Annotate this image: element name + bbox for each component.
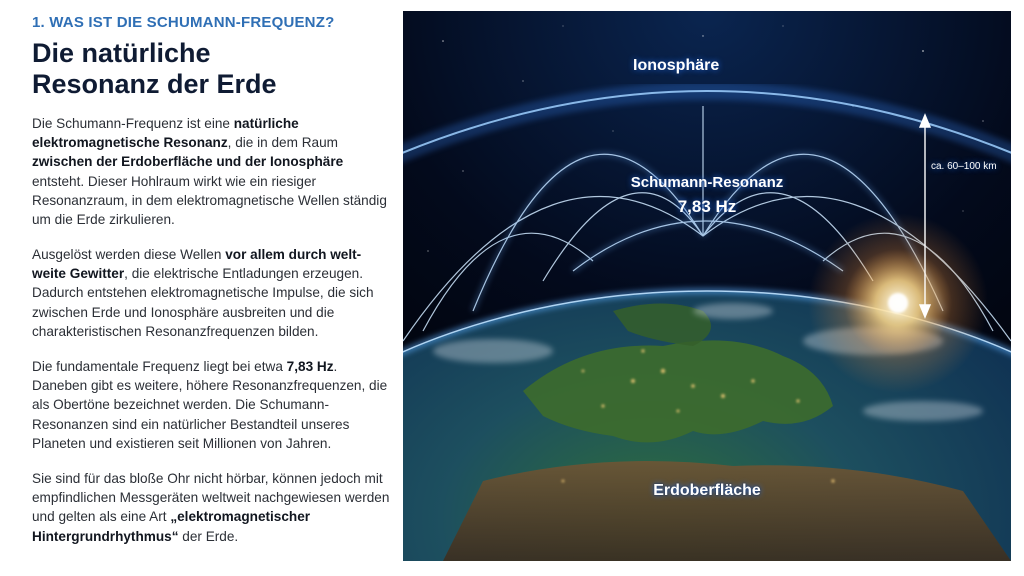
paragraph-frequency [32, 357, 392, 453]
text-run: Die fundamentale Frequenz liegt bei etwa [32, 359, 287, 374]
paragraph-origin [32, 245, 392, 341]
text-run: Ausgelöst werden diese Wellen [32, 247, 226, 262]
section-label: 1. WAS IST DIE SCHUMANN-FREQUENZ? [32, 14, 335, 31]
text-run: entsteht. Dieser Hohlraum wirkt wie ein riesiger Resonanzraum, in dem elektromagnetische Wellen ständig um die Erde zirkulieren. [32, 173, 387, 228]
resonance-label: Schumann-Resonanz [630, 174, 784, 191]
text-run: Die Schumann-Frequenz ist eine [32, 116, 234, 131]
bold-run: natürliche elektromagnetische Resonanz [32, 116, 299, 151]
text-run: . Daneben gibt es weitere, höhere Resonanzfrequenzen, die als Obertöne bezeichnet werden. Die Schumann-Resonanzen sind ein natürlicher Bestandteil unseres Planeten und existieren seit Millionen von Jahren. [32, 359, 388, 451]
ionosphere-label: Ionosphäre [633, 57, 720, 74]
earth-resonance-illustration [403, 11, 1011, 561]
bold-run: vor allem durch welt-weite Gewitter [32, 247, 362, 282]
frequency-label: 7,83 Hz [677, 197, 737, 216]
bold-run: „elektromagnetischer Hintergrundrhythmus“ [32, 509, 311, 544]
text-run: , die in dem Raum [227, 135, 338, 151]
paragraph-definition [32, 114, 392, 229]
bold-run: 7,83 Hz [286, 359, 334, 374]
page-title [32, 38, 392, 100]
title-line-2: Resonanz der Erde [32, 69, 277, 99]
text-run: der Erde. [178, 528, 239, 544]
text-run: Sie sind für das bloße Ohr nicht hörbar, können jedoch mit empfindlichen Messgeräten weltweit nachgewiesen werden und gelten als eine Art [32, 471, 390, 525]
earth-space-image [403, 11, 1011, 561]
bold-run: zwischen der Erdoberfläche und der Ionosphäre [32, 154, 344, 170]
height-label: ca. 60–100 km [931, 161, 997, 172]
title-line-1: Die natürliche [32, 38, 211, 68]
paragraph-audibility [32, 469, 392, 546]
text-run: , die elektrische Entladungen erzeugen. Dadurch entstehen elektromagnetische Impulse, die sich zwischen Erde und Ionosphäre ausbreiten und die charakteristischen Resonanzfrequenzen bilden. [32, 266, 374, 339]
surface-label: Erdoberfläche [653, 482, 761, 499]
